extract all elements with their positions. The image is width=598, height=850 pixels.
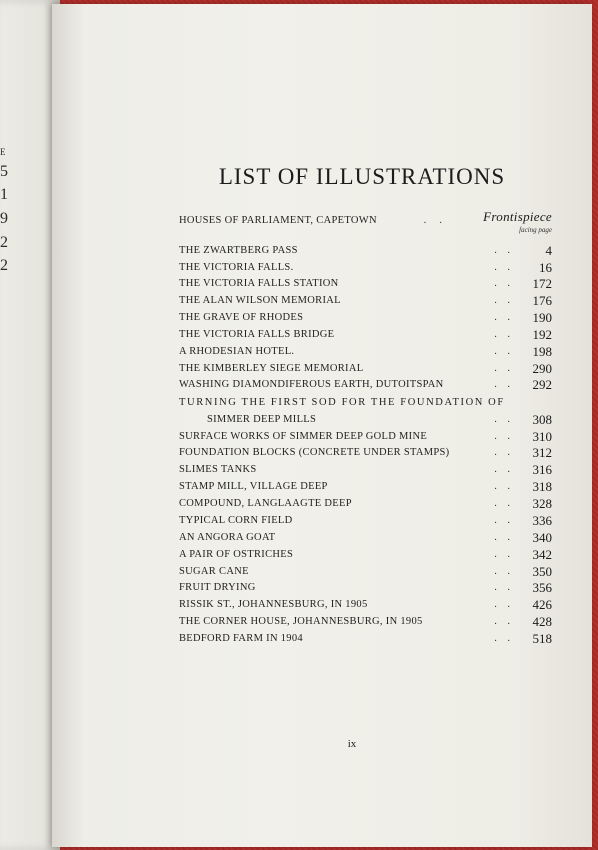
entry-page: 16 bbox=[539, 260, 552, 275]
entry-label: A RHODESIAN HOTEL. bbox=[179, 346, 295, 357]
entry-page: 190 bbox=[532, 310, 552, 325]
list-item bbox=[179, 616, 552, 632]
entry-label: THE VICTORIA FALLS. bbox=[179, 262, 294, 273]
entry-label: SURFACE WORKS OF SIMMER DEEP GOLD MINE bbox=[179, 431, 428, 442]
leader-dots: . . bbox=[494, 295, 510, 306]
entry-label: FRUIT DRYING bbox=[179, 582, 256, 593]
entry-label: TYPICAL CORN FIELD bbox=[179, 515, 293, 526]
frontispiece-entry bbox=[179, 209, 552, 231]
list-item bbox=[179, 245, 552, 261]
list-item bbox=[179, 582, 552, 598]
entry-label: TURNING THE FIRST SOD FOR THE FOUNDATION OF bbox=[179, 397, 505, 408]
entry-page: 342 bbox=[532, 547, 552, 562]
leader-dots: . . bbox=[494, 515, 510, 526]
entry-label: SUGAR CANE bbox=[179, 566, 249, 577]
leader-dots: . . bbox=[494, 549, 510, 560]
list-item bbox=[179, 414, 552, 430]
entry-page: 312 bbox=[532, 445, 552, 460]
entry-page: 292 bbox=[532, 377, 552, 392]
leader-dots: . . bbox=[494, 599, 510, 610]
entry-page: 318 bbox=[532, 479, 552, 494]
list-item bbox=[179, 363, 552, 379]
page-number: ix bbox=[347, 738, 357, 750]
list-item bbox=[179, 329, 552, 345]
list-item bbox=[179, 379, 552, 395]
entry-label: AN ANGORA GOAT bbox=[179, 532, 276, 543]
list-item bbox=[179, 447, 552, 463]
entry-page: 176 bbox=[532, 293, 552, 308]
list-item bbox=[179, 464, 552, 480]
entry-label: RISSIK ST., JOHANNESBURG, IN 1905 bbox=[179, 599, 368, 610]
leader-dots: . . bbox=[494, 363, 510, 374]
leader-dots: . . bbox=[494, 414, 510, 425]
leader-dots: . . bbox=[494, 532, 510, 543]
list-item bbox=[179, 278, 552, 294]
entry-label: THE ALAN WILSON MEMORIAL bbox=[179, 295, 341, 306]
entry-page: 310 bbox=[532, 429, 552, 444]
entry-label: FOUNDATION BLOCKS (CONCRETE UNDER STAMPS) bbox=[179, 447, 450, 458]
entry-label: THE VICTORIA FALLS STATION bbox=[179, 278, 339, 289]
leader-dots: . . bbox=[494, 633, 510, 644]
entry-label: WASHING DIAMONDIFEROUS EARTH, DUTOITSPAN bbox=[179, 379, 444, 390]
entry-page: 316 bbox=[532, 462, 552, 477]
list-item bbox=[179, 498, 552, 514]
entry-label: THE VICTORIA FALLS BRIDGE bbox=[179, 329, 335, 340]
leader-dots: . . bbox=[494, 464, 510, 475]
entry-label: HOUSES OF PARLIAMENT, CAPETOWN bbox=[179, 215, 377, 226]
entry-page: 426 bbox=[532, 597, 552, 612]
leader-dots: . . bbox=[494, 262, 510, 273]
leader-dots: . . bbox=[494, 582, 510, 593]
list-item bbox=[179, 515, 552, 531]
facing-page-header: facing page bbox=[519, 226, 552, 234]
left-page-glyph: 9 bbox=[0, 210, 8, 227]
list-item bbox=[179, 481, 552, 497]
entry-page: 356 bbox=[532, 580, 552, 595]
entry-label: THE ZWARTBERG PASS bbox=[179, 245, 298, 256]
leader-dots: . . bbox=[494, 312, 510, 323]
leader-dots: . . bbox=[423, 215, 442, 226]
entry-label: THE CORNER HOUSE, JOHANNESBURG, IN 1905 bbox=[179, 616, 423, 627]
left-page-glyph: 1 bbox=[0, 186, 8, 203]
entry-label: BEDFORD FARM IN 1904 bbox=[179, 633, 303, 644]
leader-dots: . . bbox=[494, 498, 510, 509]
list-item bbox=[179, 397, 552, 413]
entry-label: THE GRAVE OF RHODES bbox=[179, 312, 304, 323]
leader-dots: . . bbox=[494, 379, 510, 390]
entry-label: COMPOUND, LANGLAAGTE DEEP bbox=[179, 498, 352, 509]
list-item bbox=[179, 532, 552, 548]
leader-dots: . . bbox=[494, 346, 510, 357]
page-title: LIST OF ILLUSTRATIONS bbox=[218, 164, 506, 189]
list-item bbox=[179, 566, 552, 582]
list-item bbox=[179, 633, 552, 649]
leader-dots: . . bbox=[494, 481, 510, 492]
entry-page: Frontispiece bbox=[483, 209, 552, 224]
entry-page: 328 bbox=[532, 496, 552, 511]
entry-page: 428 bbox=[532, 614, 552, 629]
entry-page: 350 bbox=[532, 564, 552, 579]
list-item bbox=[179, 295, 552, 311]
entry-page: 198 bbox=[532, 344, 552, 359]
leader-dots: . . bbox=[494, 278, 510, 289]
entry-page: 192 bbox=[532, 327, 552, 342]
list-item bbox=[179, 346, 552, 362]
entry-page: 336 bbox=[532, 513, 552, 528]
entry-page: 308 bbox=[532, 412, 552, 427]
leader-dots: . . bbox=[494, 245, 510, 256]
list-item bbox=[179, 312, 552, 328]
list-item bbox=[179, 549, 552, 565]
entry-page: 518 bbox=[532, 631, 552, 646]
leader-dots: . . bbox=[494, 431, 510, 442]
left-page-glyph: 5 bbox=[0, 163, 8, 180]
leader-dots: . . bbox=[494, 566, 510, 577]
entry-page: 290 bbox=[532, 361, 552, 376]
left-page-glyph: E bbox=[0, 147, 6, 157]
entry-label: SLIMES TANKS bbox=[179, 464, 257, 475]
entry-label: STAMP MILL, VILLAGE DEEP bbox=[179, 481, 328, 492]
entry-page: 4 bbox=[545, 243, 552, 258]
leader-dots: . . bbox=[494, 329, 510, 340]
list-item bbox=[179, 262, 552, 278]
list-item bbox=[179, 431, 552, 447]
left-page-glyph: 2 bbox=[0, 234, 8, 251]
book-page bbox=[52, 4, 592, 847]
left-page bbox=[0, 0, 60, 850]
entry-label: A PAIR OF OSTRICHES bbox=[179, 549, 294, 560]
list-item bbox=[179, 599, 552, 615]
entry-page: 172 bbox=[532, 276, 552, 291]
entry-page: 340 bbox=[532, 530, 552, 545]
left-page-glyph: 2 bbox=[0, 257, 8, 274]
leader-dots: . . bbox=[494, 447, 510, 458]
entry-label: THE KIMBERLEY SIEGE MEMORIAL bbox=[179, 363, 364, 374]
leader-dots: . . bbox=[494, 616, 510, 627]
entry-label: SIMMER DEEP MILLS bbox=[207, 414, 317, 425]
